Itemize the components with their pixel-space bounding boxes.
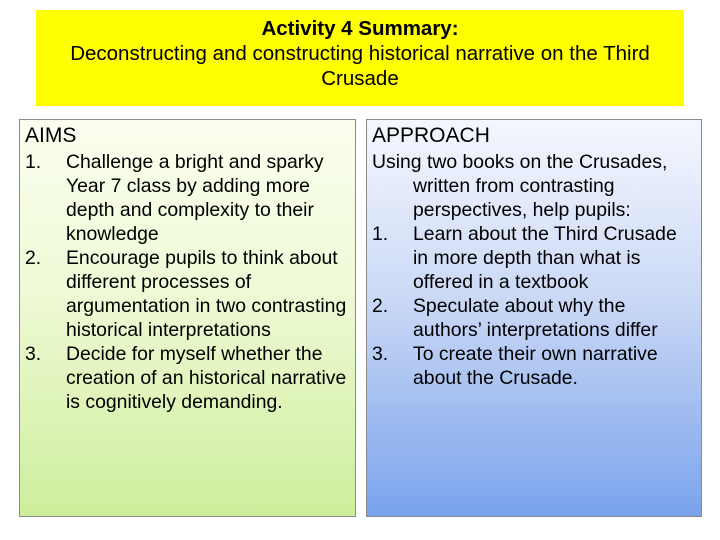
aims-heading: AIMS (25, 124, 77, 147)
list-item (372, 342, 697, 390)
list-item-text: Challenge a bright and sparky Year 7 class by adding more depth and complexity to their knowledge (66, 151, 324, 245)
list-item-number: 3. (25, 343, 42, 365)
list-item-text: Encourage pupils to think about different processes of argumentation in two contrasting historical interpretations (66, 247, 347, 341)
list-item (25, 246, 351, 342)
title-heading: Activity 4 Summary: (261, 17, 459, 40)
approach-panel (366, 119, 702, 517)
aims-list (25, 150, 351, 414)
list-item-number: 2. (25, 247, 42, 269)
list-item (25, 150, 351, 246)
approach-heading: APPROACH (372, 124, 490, 147)
list-item-text: To create their own narrative about the Crusade. (413, 343, 658, 389)
list-item-text: Speculate about why the authors’ interpretations differ (413, 295, 658, 341)
list-item-text: Learn about the Third Crusade in more depth than what is offered in a textbook (413, 223, 677, 293)
list-item-number: 1. (372, 223, 389, 245)
approach-list (372, 222, 697, 390)
approach-intro: Using two books on the Crusades, written from contrasting perspectives, help pupils: (372, 151, 668, 221)
list-item (25, 342, 351, 414)
list-item (372, 222, 697, 294)
list-item (372, 294, 697, 342)
list-item-number: 3. (372, 343, 389, 365)
list-item-text: Decide for myself whether the creation of an historical narrative is cognitively demanding. (66, 343, 347, 413)
aims-panel (19, 119, 356, 517)
title-subheading: Deconstructing and constructing historical narrative on the Third Crusade (70, 42, 650, 90)
title-banner (36, 10, 684, 106)
list-item-number: 1. (25, 151, 42, 173)
list-item-number: 2. (372, 295, 389, 317)
